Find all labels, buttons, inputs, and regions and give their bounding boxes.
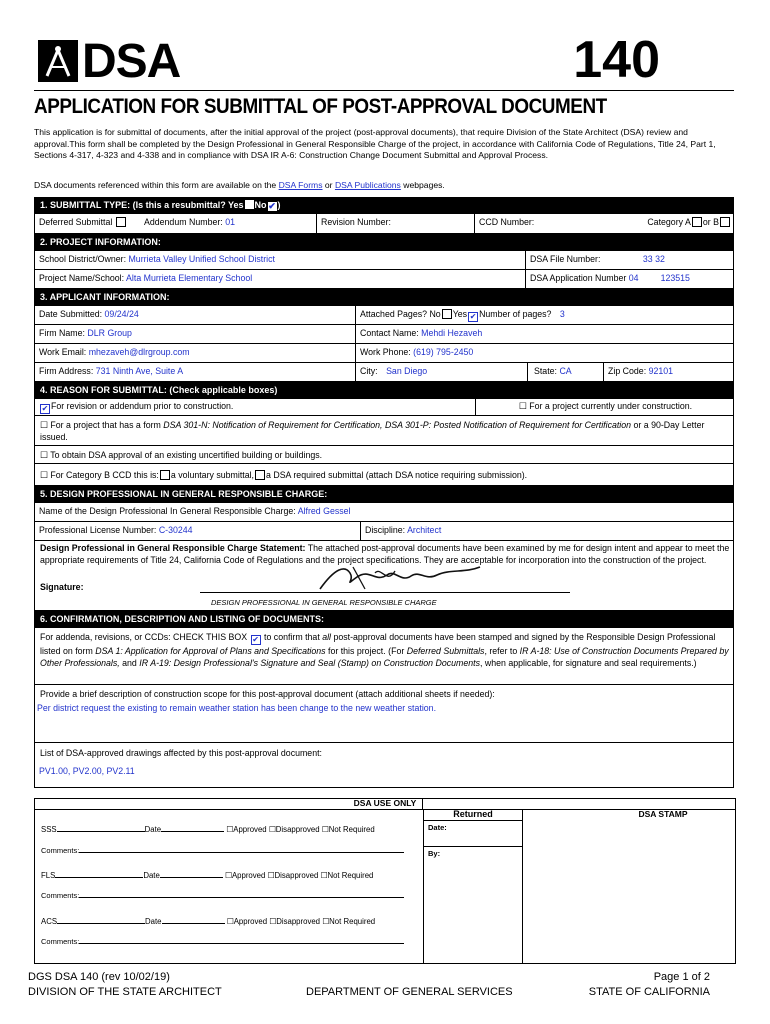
revision-label: Revision Number: bbox=[321, 217, 391, 227]
acs-line[interactable] bbox=[57, 923, 145, 924]
sss-line[interactable] bbox=[57, 831, 145, 832]
deferred-checkbox[interactable] bbox=[116, 217, 126, 227]
num-pages-label: Number of pages? bbox=[479, 309, 552, 319]
ccd-cell bbox=[474, 214, 602, 233]
category-b-label: or B bbox=[702, 217, 719, 227]
refs-mid: or bbox=[322, 180, 335, 190]
compass-icon bbox=[38, 40, 78, 82]
city-cell bbox=[355, 363, 527, 381]
revision-cell bbox=[316, 214, 474, 233]
confirm-text bbox=[40, 631, 730, 669]
attached-no-checkbox[interactable] bbox=[442, 309, 452, 319]
dsa-stamp-label: DSA STAMP bbox=[638, 809, 688, 819]
ccd-label: CCD Number: bbox=[479, 217, 535, 227]
footer-division: DIVISION OF THE STATE ARCHITECT bbox=[28, 986, 222, 998]
section-5-row-1 bbox=[34, 503, 734, 522]
dsa-use-only-box bbox=[34, 798, 736, 964]
fls-approved[interactable]: ☐Approved bbox=[224, 871, 266, 880]
category-a-label: Category A bbox=[647, 217, 691, 227]
reason-uncertified-text bbox=[40, 449, 322, 461]
refs-prefix: DSA documents referenced within this form are available on the bbox=[34, 180, 279, 190]
address-cell bbox=[35, 363, 355, 381]
reason-uncertified-label: To obtain DSA approval of an existing uncertified building or buildings. bbox=[50, 450, 323, 460]
s1-header-end: ) bbox=[277, 200, 281, 210]
voluntary-checkbox[interactable] bbox=[160, 470, 170, 480]
email-label: Work Email: bbox=[39, 347, 87, 357]
sss-not-required[interactable]: ☐Not Required bbox=[321, 825, 375, 834]
description-label: Provide a brief description of construction scope for this post-approval document (attach additional sheets if needed): bbox=[40, 689, 495, 699]
zip-value[interactable]: 92101 bbox=[648, 366, 674, 376]
footer-form-rev: DGS DSA 140 (rev 10/02/19) bbox=[28, 971, 170, 983]
firm-cell bbox=[35, 325, 355, 343]
category-a-checkbox[interactable] bbox=[692, 217, 702, 227]
deferred-label: Deferred Submittal bbox=[39, 217, 113, 227]
drawings-label: List of DSA-approved drawings affected by this post-approval document: bbox=[40, 748, 322, 758]
section-1-header bbox=[34, 197, 734, 214]
phone-cell bbox=[355, 344, 735, 362]
resubmittal-yes-checkbox[interactable] bbox=[245, 200, 254, 209]
reason-301-text bbox=[40, 419, 730, 443]
license-cell bbox=[35, 522, 360, 540]
addendum-value[interactable]: 01 bbox=[225, 217, 235, 227]
date-label: Date Submitted: bbox=[39, 309, 103, 319]
voluntary-label: a voluntary submittal, bbox=[170, 470, 254, 480]
project-label: Project Name/School: bbox=[39, 273, 125, 283]
acs-date-line[interactable] bbox=[162, 923, 225, 924]
reason-1-cell bbox=[35, 399, 475, 415]
page-title: APPLICATION FOR SUBMITTAL OF POST-APPROVAL DOCUMENT bbox=[34, 95, 607, 118]
section-4-row-4 bbox=[34, 464, 734, 486]
confirm-checkbox[interactable]: ✔ bbox=[252, 635, 259, 644]
signature-image[interactable] bbox=[315, 563, 485, 593]
review-row-fls bbox=[41, 871, 421, 880]
acs-code: ACS bbox=[41, 917, 58, 926]
sss-date-line[interactable] bbox=[161, 831, 224, 832]
dsa-logo bbox=[38, 35, 203, 88]
acs-comments-line[interactable] bbox=[79, 943, 404, 944]
resubmittal-no-checkbox[interactable]: ✔ bbox=[268, 201, 276, 211]
intro-paragraph: This application is for submittal of documents, after the initial approval of the project (post-approval documents), that require Division of the State Architect (DSA) review and approval.This form shall be completed by the Design Professional in General Responsible Charge of the project, in accordance with California Code of Regulations, Title 24, Part 1, Sections 4-317, 4-323 and 4-338 and in compliance with DSA IR A-6: Construction Change Document Submittal and Approval Process. bbox=[34, 127, 716, 160]
contact-cell bbox=[355, 325, 735, 343]
discipline-cell bbox=[360, 522, 735, 540]
license-value[interactable]: C-30244 bbox=[158, 525, 193, 535]
attached-no-label: Attached Pages? No bbox=[360, 309, 441, 319]
returned-column bbox=[423, 809, 523, 964]
confirm-ira18: IR A-18: Use of Construction Documents Prepared by Other Professionals, bbox=[40, 646, 729, 668]
section-4-header: 4. REASON FOR SUBMITTAL: (Check applicable boxes) bbox=[34, 382, 734, 399]
fls-comments bbox=[41, 891, 404, 900]
review-row-sss bbox=[41, 825, 421, 834]
review-row-acs bbox=[41, 917, 421, 926]
description-value[interactable]: Per district request the existing to remain weather station has been change to the new weather station. bbox=[37, 703, 437, 713]
reason-uncertified-checkbox[interactable]: ☐ bbox=[40, 450, 48, 460]
signature-label: Signature: bbox=[40, 582, 84, 592]
footer-state: STATE OF CALIFORNIA bbox=[588, 986, 710, 998]
section-4-row-1 bbox=[34, 399, 734, 416]
confirm-ira19: IR A-19: Design Professional's Signature and Seal (Stamp) on Construction Documents bbox=[139, 658, 480, 668]
reason-301-checkbox[interactable]: ☐ bbox=[40, 420, 48, 430]
statement-heading: Design Professional in General Responsible Charge Statement: bbox=[40, 543, 306, 553]
fls-comments-line[interactable] bbox=[79, 897, 404, 898]
signature-caption: DESIGN PROFESSIONAL IN GENERAL RESPONSIBLE CHARGE bbox=[211, 598, 437, 607]
section-5-row-2 bbox=[34, 522, 734, 541]
confirm-prefix: For addenda, revisions, or CCDs: CHECK THIS BOX bbox=[40, 632, 248, 642]
city-value[interactable]: San Diego bbox=[386, 366, 428, 376]
reason-revision-label: For revision or addendum prior to construction. bbox=[51, 401, 234, 411]
app-number-cell bbox=[525, 270, 735, 288]
section-4-row-3 bbox=[34, 446, 734, 464]
references-line bbox=[34, 180, 734, 192]
confirm-b: to confirm that bbox=[261, 632, 323, 642]
drawings-value[interactable]: PV1.00, PV2.00, PV2.11 bbox=[39, 766, 135, 776]
returned-label: Returned bbox=[424, 809, 522, 821]
category-b-checkbox[interactable] bbox=[720, 217, 730, 227]
sss-date-label: Date bbox=[144, 825, 162, 834]
confirm-k: , when applicable, for signature and seal requirements.) bbox=[479, 658, 697, 668]
reason-301-prefix: For a project that has a form bbox=[50, 420, 164, 430]
dsa-publications-link[interactable]: DSA Publications bbox=[334, 180, 401, 190]
firm-label: Firm Name: bbox=[39, 328, 85, 338]
statement-body: The attached post-approval documents have been examined by me for design intent and appear to meet the appropriate requirements of Title 24, California Code of Regulations and the project specifications. They are acceptable for incorporation into the construction of the project. bbox=[40, 543, 730, 565]
dsa-forms-link[interactable]: DSA Forms bbox=[278, 180, 323, 190]
state-value[interactable]: CA bbox=[559, 366, 572, 376]
sss-comments bbox=[41, 846, 404, 855]
attached-yes-label: Yes bbox=[452, 309, 468, 319]
designer-name-value[interactable]: Alfred Gessel bbox=[297, 506, 351, 516]
email-cell bbox=[35, 344, 355, 362]
fls-not-required[interactable]: ☐Not Required bbox=[320, 871, 374, 880]
section-2-row-1 bbox=[34, 251, 734, 270]
acs-approved[interactable]: ☐Approved bbox=[226, 917, 268, 926]
section-1-row bbox=[34, 214, 734, 234]
acs-comments bbox=[41, 937, 404, 946]
reason-category-b-checkbox[interactable]: ☐ bbox=[40, 470, 48, 480]
designer-name-label: Name of the Design Professional In General Responsible Charge: bbox=[39, 506, 296, 516]
section-6-description bbox=[34, 685, 734, 743]
reason-construction-checkbox[interactable]: ☐ bbox=[518, 401, 527, 411]
confirm-e: for this project. (For bbox=[325, 646, 407, 656]
confirm-deferred: Deferred Submittals bbox=[406, 646, 485, 656]
s1-header-no: No bbox=[254, 200, 267, 210]
form-number: 140 bbox=[573, 31, 660, 89]
num-pages-value[interactable]: 3 bbox=[559, 309, 565, 319]
district-value[interactable]: Murrieta Valley Unified School District bbox=[128, 254, 275, 264]
dsa-use-title: DSA USE ONLY bbox=[353, 798, 417, 808]
confirm-dsa1: DSA 1: Application for Approval of Plans and Specifications bbox=[95, 646, 326, 656]
date-cell bbox=[35, 306, 355, 324]
project-cell bbox=[35, 270, 525, 288]
email-value[interactable]: mhezaveh@dlrgroup.com bbox=[88, 347, 190, 357]
reason-2-cell bbox=[475, 399, 735, 415]
required-label: a DSA required submittal (attach DSA notice requiring submission). bbox=[266, 470, 528, 480]
project-value[interactable]: Alta Murrieta Elementary School bbox=[126, 273, 253, 283]
state-label: State: bbox=[534, 366, 557, 376]
title-divider bbox=[34, 90, 734, 91]
reason-301-suffix: or a 90-Day Letter issued. bbox=[40, 420, 705, 442]
reason-construction-label: For a project currently under construction. bbox=[529, 401, 693, 411]
sss-comments-label: Comments: bbox=[41, 846, 80, 855]
reason-category-b-label: For Category B CCD this is: bbox=[50, 470, 159, 480]
app-number-value[interactable]: 123515 bbox=[660, 273, 690, 283]
footer-page: Page 1 of 2 bbox=[653, 971, 710, 983]
section-3-row-1 bbox=[34, 306, 734, 325]
sss-disapproved[interactable]: ☐Disapproved bbox=[268, 825, 320, 834]
section-3-row-4 bbox=[34, 363, 734, 382]
discipline-label: Discipline: bbox=[365, 525, 406, 535]
section-6-confirm bbox=[34, 628, 734, 685]
acs-comments-label: Comments: bbox=[41, 937, 80, 946]
zip-cell bbox=[603, 363, 735, 381]
address-label: Firm Address: bbox=[39, 366, 94, 376]
required-checkbox[interactable] bbox=[255, 470, 265, 480]
acs-disapproved[interactable]: ☐Disapproved bbox=[269, 917, 321, 926]
fls-code: FLS bbox=[41, 871, 56, 880]
footer-department: DEPARTMENT OF GENERAL SERVICES bbox=[306, 986, 513, 998]
attached-yes-checkbox[interactable]: ✔ bbox=[469, 312, 477, 321]
acs-not-required[interactable]: ☐Not Required bbox=[322, 917, 376, 926]
contact-value[interactable]: Mehdi Hezaveh bbox=[421, 328, 483, 338]
firm-value[interactable]: DLR Group bbox=[87, 328, 132, 338]
confirm-i: and bbox=[119, 658, 140, 668]
section-5-header: 5. DESIGN PROFESSIONAL IN GENERAL RESPONSIBLE CHARGE: bbox=[34, 486, 734, 503]
sss-comments-line[interactable] bbox=[79, 852, 404, 853]
s1-header-text: 1. SUBMITTAL TYPE: (Is this a resubmittal? Yes bbox=[40, 200, 244, 210]
designer-name-cell bbox=[35, 503, 735, 521]
addendum-cell bbox=[140, 214, 316, 233]
section-6-header: 6. CONFIRMATION, DESCRIPTION AND LISTING OF DOCUMENTS: bbox=[34, 611, 734, 628]
fls-date-label: Date bbox=[143, 871, 160, 880]
category-cell bbox=[602, 214, 735, 233]
acs-date-label: Date bbox=[145, 917, 162, 926]
zip-label: Zip Code: bbox=[608, 366, 647, 376]
logo-text: DSA bbox=[82, 35, 181, 88]
section-2-header: 2. PROJECT INFORMATION: bbox=[34, 234, 734, 251]
district-label: School District/Owner: bbox=[39, 254, 127, 264]
fls-comments-label: Comments: bbox=[41, 891, 80, 900]
app-number-prefix[interactable]: 04 bbox=[628, 273, 639, 283]
reason-category-b-text bbox=[40, 469, 527, 481]
returned-date[interactable]: Date: bbox=[424, 821, 522, 847]
confirm-g: , refer to bbox=[484, 646, 520, 656]
section-4-row-2 bbox=[34, 416, 734, 446]
addendum-label: Addendum Number: bbox=[144, 217, 223, 227]
license-label: Professional License Number: bbox=[39, 525, 157, 535]
phone-label: Work Phone: bbox=[360, 347, 411, 357]
state-cell bbox=[527, 363, 603, 381]
fls-disapproved[interactable]: ☐Disapproved bbox=[267, 871, 319, 880]
fls-line[interactable] bbox=[55, 877, 143, 878]
section-6-list bbox=[34, 743, 734, 788]
refs-suffix: webpages. bbox=[400, 180, 445, 190]
sss-code: SSS bbox=[41, 825, 57, 834]
confirm-all: all bbox=[322, 632, 332, 642]
district-cell bbox=[35, 251, 525, 269]
confirm-c: post-approval documents have been stamped and signed by the Responsible Design Professional listed on form bbox=[40, 632, 716, 656]
returned-by[interactable]: By: bbox=[428, 849, 441, 858]
file-number-cell bbox=[525, 251, 735, 269]
reason-revision-checkbox[interactable]: ✔ bbox=[41, 404, 49, 413]
city-label: City: bbox=[360, 366, 378, 376]
attached-cell bbox=[355, 306, 735, 324]
sss-approved[interactable]: ☐Approved bbox=[226, 825, 267, 834]
file-number-value[interactable]: 33 32 bbox=[642, 254, 665, 264]
fls-date-line[interactable] bbox=[160, 877, 223, 878]
deferred-cell bbox=[35, 214, 140, 233]
section-3-row-2 bbox=[34, 325, 734, 344]
date-value[interactable]: 09/24/24 bbox=[104, 309, 139, 319]
section-3-row-3 bbox=[34, 344, 734, 363]
section-2-row-2 bbox=[34, 270, 734, 289]
section-5-statement bbox=[34, 541, 734, 611]
section-3-header: 3. APPLICANT INFORMATION: bbox=[34, 289, 734, 306]
discipline-value[interactable]: Architect bbox=[407, 525, 442, 535]
signature-line bbox=[200, 592, 570, 593]
app-number-label: DSA Application Number bbox=[530, 273, 627, 283]
file-number-label: DSA File Number: bbox=[530, 254, 601, 264]
contact-label: Contact Name: bbox=[360, 328, 419, 338]
address-value[interactable]: 731 Ninth Ave, Suite A bbox=[95, 366, 184, 376]
reason-301-forms: DSA 301-N: Notification of Requirement for Certification, DSA 301-P: Posted Notification of Requirement for Certification bbox=[163, 420, 632, 430]
phone-value[interactable]: (619) 795-2450 bbox=[413, 347, 474, 357]
